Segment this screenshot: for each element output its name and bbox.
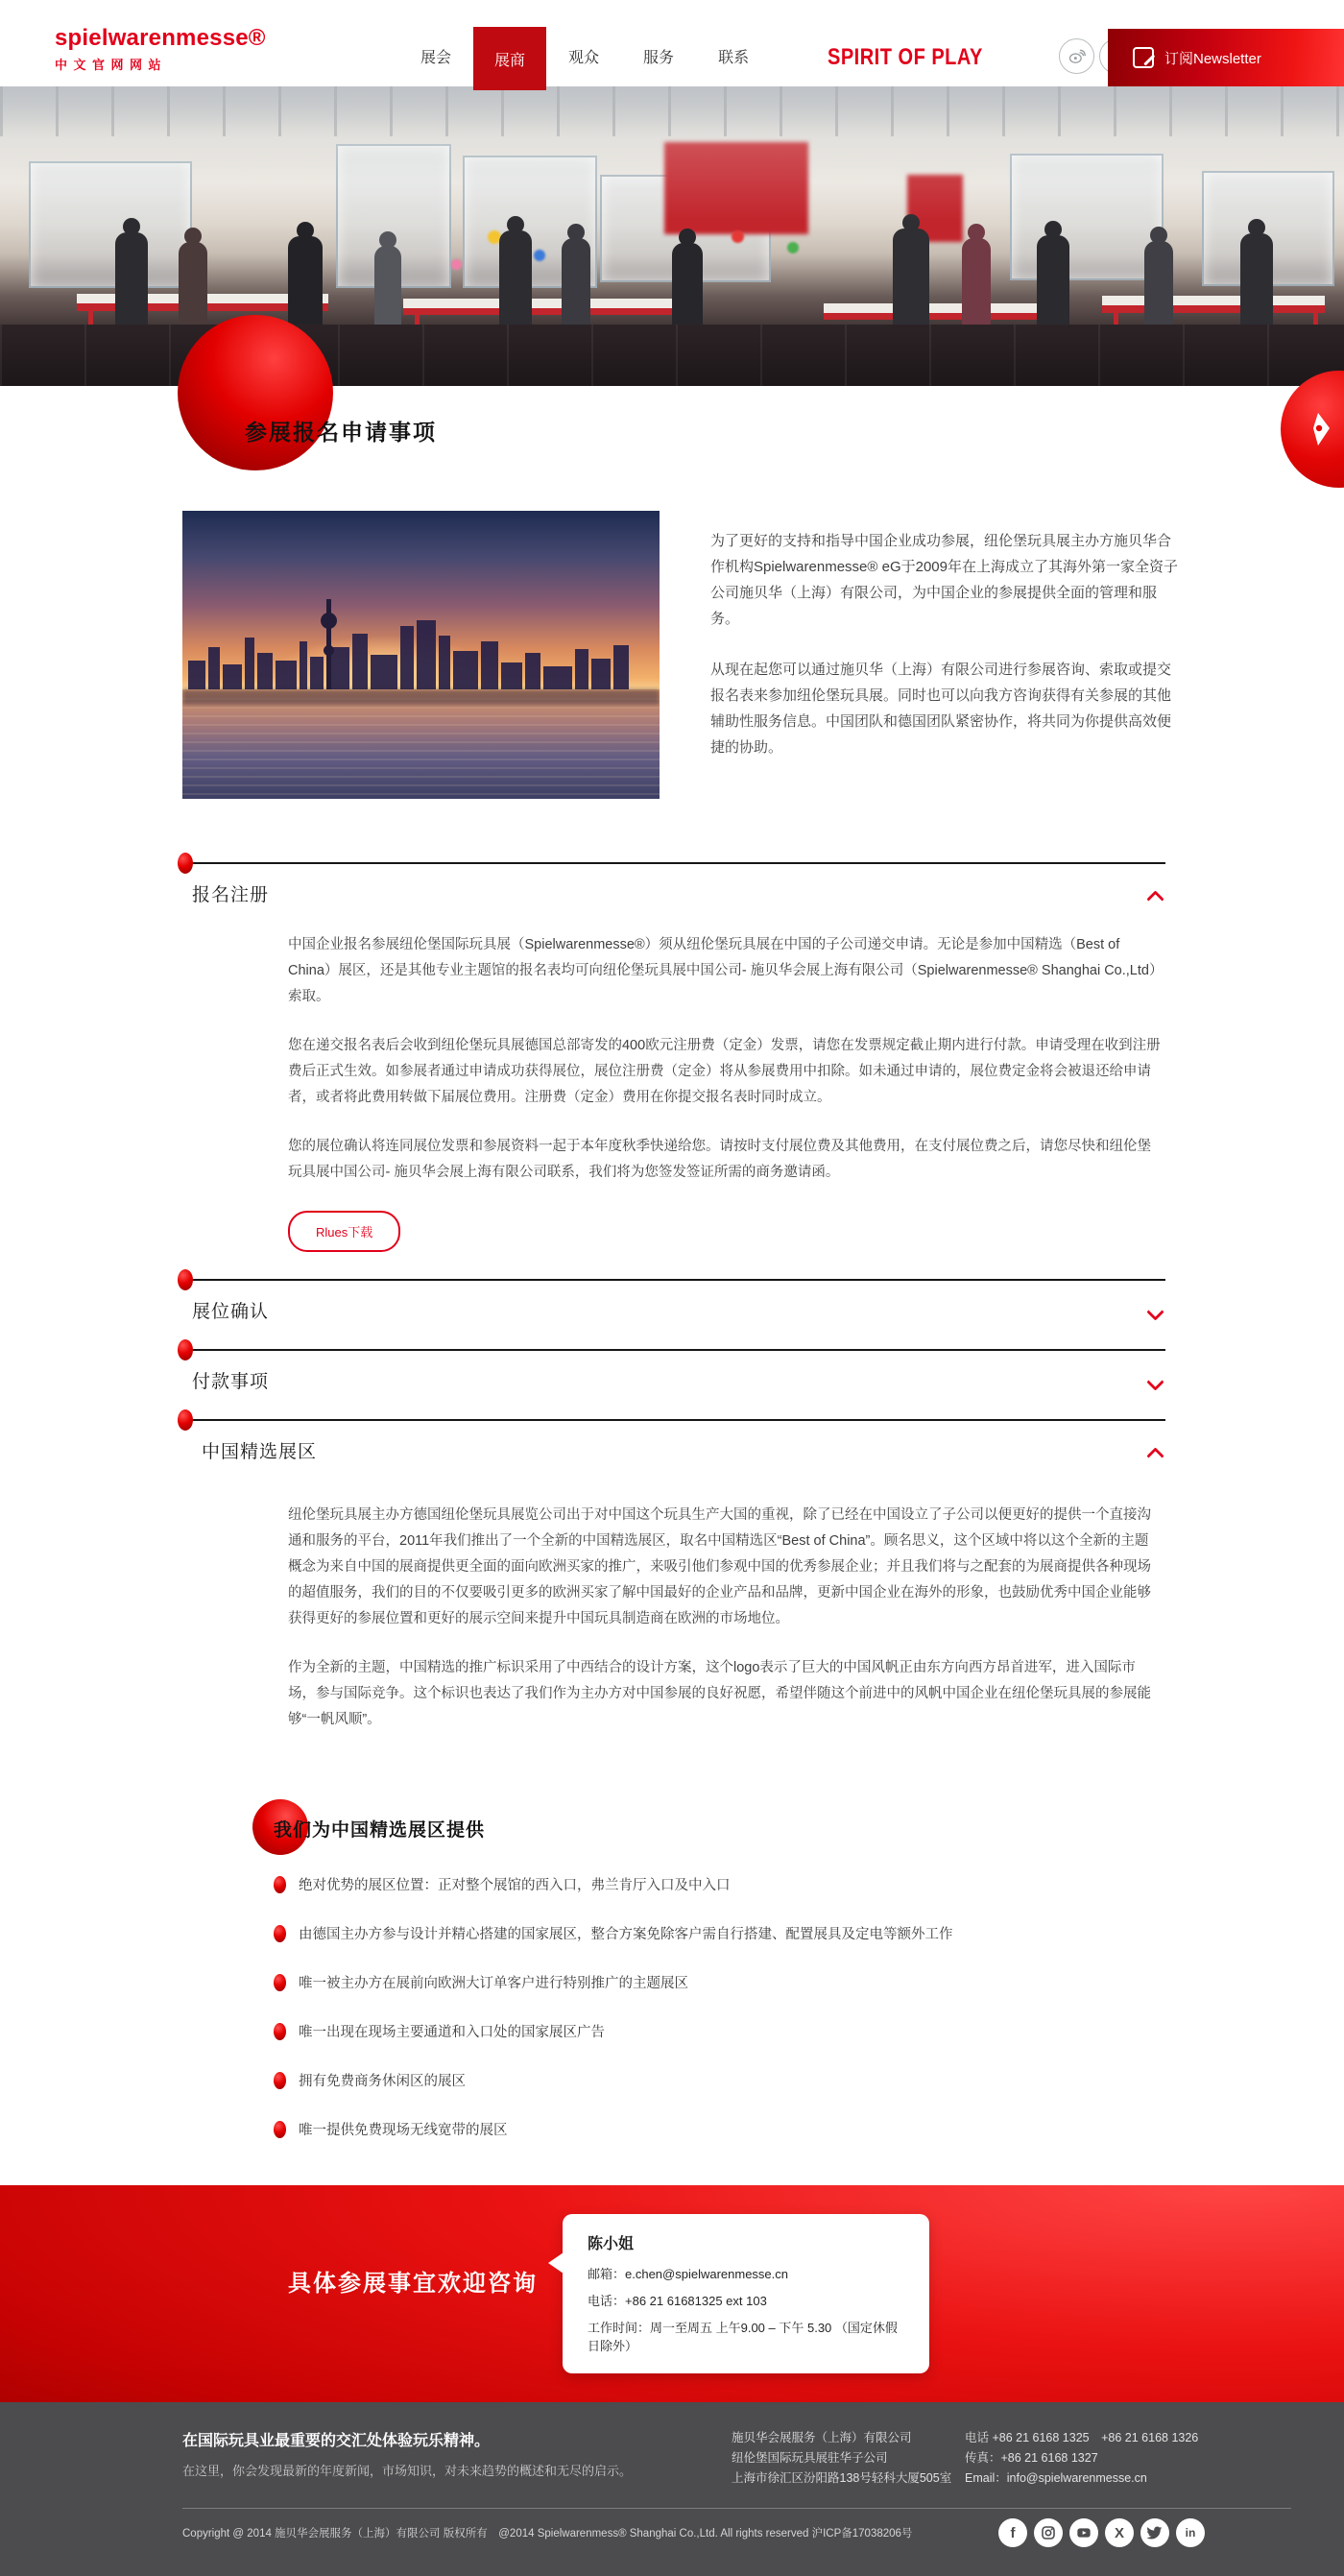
newsletter-label: 订阅Newsletter — [1164, 50, 1261, 67]
red-bullet-icon — [274, 2072, 286, 2089]
accordion-registration — [182, 862, 1165, 1277]
contact-hours: 工作时间：周一至周五 上午9.00 – 下午 5.30 （国定休假日除外） — [588, 2321, 898, 2353]
accordion-body-registration — [182, 919, 1165, 1277]
red-dot-icon — [178, 1409, 193, 1431]
accordion-body-best-of-china — [182, 1476, 1165, 1781]
rules-download-button[interactable]: Rlues下载 — [288, 1211, 400, 1252]
contact-phone: 电话：+86 21 61681325 ext 103 — [588, 2294, 767, 2308]
page-title-band — [0, 386, 1344, 511]
footer-contact-line[interactable]: Email：info@spielwarenmesse.cn — [965, 2471, 1147, 2485]
red-bullet-icon — [274, 2023, 286, 2040]
logo-subtitle: 中文官网网站 — [55, 58, 168, 72]
intro-paragraph-2: 从现在起您可以通过施贝华（上海）有限公司进行参展咨询、索取或提交报名表来参加纽伦堡玩具展。同时也可以向我方咨询获得有关参展的其他辅助性服务信息。中国团队和德国团队紧密协作，将共同为你提供高效便捷的协助。 — [710, 662, 1172, 756]
nav-item-visitors[interactable]: 观众 — [568, 50, 600, 66]
red-bullet-icon — [274, 1925, 286, 1942]
benefits-list — [274, 1874, 1162, 2139]
newsletter-button[interactable] — [1108, 29, 1344, 86]
accordion-payment — [182, 1349, 1165, 1406]
contact-name: 陈小姐 — [588, 2236, 635, 2252]
accordion-header-payment[interactable] — [182, 1349, 1165, 1406]
footer-contact-line: 传真：+86 21 6168 1327 — [965, 2451, 1098, 2465]
contact-band — [0, 2185, 1344, 2402]
edge-badge-button[interactable] — [1281, 371, 1344, 488]
red-bullet-icon — [274, 1974, 286, 1991]
benefits-title: 我们为中国精选展区提供 — [274, 1820, 486, 1841]
list-item: 由德国主办方参与设计并精心搭建的国家展区，整合方案免除客户需自行搭建、配置展具及定电等额外工作 — [274, 1923, 1162, 1943]
accordion-title: 展位确认 — [192, 1302, 270, 1322]
intro-paragraph-1: 为了更好的支持和指导中国企业成功参展，纽伦堡玩具展主办方施贝华合作机构Spielwarenmesse® eG于2009年在上海成立了其海外第一家全资子公司施贝华（上海）有限公司，为中国企业的参展提供全面的管理和服务。 — [710, 533, 1178, 627]
twitter-icon[interactable] — [1140, 2518, 1169, 2547]
boc-paragraph-1: 纽伦堡玩具展主办方德国纽伦堡玩具展览公司出于对中国这个玩具生产大国的重视，除了已经在中国设立了子公司以便更好的提供一个直接沟通和服务的平台，2011年我们推出了一个全新的中国精选展区，取名中国精选区“Best of China”。顾名思义，这个区域中将以这个全新的主题概念为来自中国的展商提供更全面的面向欧洲买家的推广，来吸引他们参观中国的优秀参展企业；并且我们将与之配套的为展商提供各种现场的超值服务，我们的目的不仅要吸引更多的欧洲买家了解中国最好的企业产品和品牌，更新中国企业在海外的形象，也鼓励优秀中国企业能够获得更好的参展位置和更好的展示空间来提升中国玩具制造商在欧洲的市场地位。 — [288, 1507, 1151, 1626]
copyright-text: Copyright @ 2014 施贝华会展服务（上海）有限公司 版权所有 @2014 Spielwarenmess® Shanghai Co.,Ltd. All rights reserved 沪ICP备17038206号 — [182, 2528, 913, 2540]
logo-wordmark: spielwarenmesse® — [55, 25, 266, 51]
red-circle-decoration — [178, 315, 333, 470]
chevron-up-icon — [1146, 1447, 1164, 1464]
accordion-header-best-of-china[interactable] — [182, 1419, 1165, 1476]
footer-social-row — [998, 2518, 1205, 2547]
footer-tagline-sub: 在这里，你会发现最新的年度新闻，市场知识，对未来趋势的概述和无尽的启示。 — [182, 2464, 633, 2478]
edit-icon — [1133, 47, 1154, 68]
facebook-icon[interactable]: f — [998, 2518, 1027, 2547]
red-bullet-icon — [274, 1876, 286, 1893]
best-of-china-benefits — [274, 1816, 1162, 2139]
accordion-booth-confirmation — [182, 1279, 1165, 1336]
site-logo[interactable] — [55, 25, 266, 73]
registration-paragraph-3: 您的展位确认将连同展位发票和参展资料一起于本年度秋季快递给您。请按时支付展位费及其他费用，在支付展位费之后，请您尽快和纽伦堡玩具展中国公司- 施贝华会展上海有限公司联系，我们将为您签发签证所需的商务邀请函。 — [288, 1139, 1151, 1180]
oriental-pearl-tower — [326, 599, 331, 689]
chevron-down-icon — [1146, 1373, 1164, 1390]
instagram-icon[interactable] — [1034, 2518, 1063, 2547]
footer-company-line: 施贝华会展服务（上海）有限公司 — [732, 2431, 912, 2444]
nav-item-fair[interactable]: 展会 — [420, 50, 452, 66]
red-bullet-icon — [274, 2121, 286, 2138]
nav-item-exhibitors[interactable]: 展商 — [473, 27, 546, 90]
footer-contact-line: 电话 +86 21 6168 1325 +86 21 6168 1326 — [965, 2431, 1199, 2444]
list-item: 拥有免费商务休闲区的展区 — [274, 2070, 1162, 2090]
registration-paragraph-2: 您在递交报名表后会收到纽伦堡玩具展德国总部寄发的400欧元注册费（定金）发票，请您在发票规定截止期内进行付款。申请受理在收到注册费后正式生效。如参展者通过申请成功获得展位，展位注册费（定金）将从参展费用中扣除。如未通过申请的，展位费定金将会被退还给申请者，或者将此费用转做下届展位费用。注册费（定金）费用在你提交报名表时同时成立。 — [288, 1038, 1161, 1105]
accordion-header-booth[interactable] — [182, 1279, 1165, 1336]
list-item: 唯一被主办方在展前向欧洲大订单客户进行特别推广的主题展区 — [274, 1972, 1162, 1992]
site-header — [0, 0, 1344, 86]
list-item: 唯一提供免费现场无线宽带的展区 — [274, 2119, 1162, 2139]
footer-tagline: 在国际玩具业最重要的交汇处体验玩乐精神。 — [182, 2433, 491, 2449]
chevron-up-icon — [1146, 890, 1164, 907]
site-footer — [0, 2402, 1344, 2576]
accordion-best-of-china — [182, 1419, 1165, 2139]
nav-item-services[interactable]: 服务 — [643, 50, 675, 66]
footer-company-block — [732, 2428, 965, 2489]
boc-paragraph-2: 作为全新的主题，中国精选的推广标识采用了中西结合的设计方案，这个logo表示了巨大的中国风帆正由东方向西方昂首进军，进入国际市场，参与国际竞争。这个标识也表达了我们作为主办方对中国参展的良好祝愿，希望伴随这个前进中的风帆中国企业在纽伦堡玩具展的参展能够“一帆风顺”。 — [288, 1660, 1151, 1727]
red-dot-icon — [178, 1339, 193, 1360]
shanghai-skyline-image — [182, 511, 660, 799]
weibo-icon[interactable] — [1059, 38, 1094, 74]
chevron-down-icon — [1146, 1303, 1164, 1320]
accordion-title: 付款事项 — [192, 1372, 270, 1392]
intro-section — [182, 511, 1344, 799]
linkedin-icon[interactable]: in — [1176, 2518, 1205, 2547]
red-dot-icon — [178, 1269, 193, 1290]
contact-email[interactable]: 邮箱：e.chen@spielwarenmesse.cn — [588, 2267, 789, 2281]
footer-company-line: 纽伦堡国际玩具展驻华子公司 — [732, 2451, 888, 2465]
nav-item-contact[interactable]: 联系 — [718, 50, 750, 66]
xing-icon[interactable]: X — [1105, 2518, 1134, 2547]
main-nav — [398, 0, 771, 86]
registration-paragraph-1: 中国企业报名参展纽伦堡国际玩具展（Spielwarenmesse®）须从纽伦堡玩具展在中国的子公司递交申请。无论是参加中国精选（Best of China）展区，还是其他专业主题馆的报名表均可向纽伦堡玩具展中国公司- 施贝华会展上海有限公司（Spielwarenmesse® Shanghai Co.,Ltd）索取。 — [288, 937, 1157, 1004]
accordion-header-registration[interactable] — [182, 862, 1165, 919]
list-item: 唯一出现在现场主要通道和入口处的国家展区广告 — [274, 2021, 1162, 2041]
contact-band-title: 具体参展事宜欢迎咨询 — [288, 2271, 538, 2297]
footer-company-line: 上海市徐汇区汾阳路138号轻科大厦505室 — [732, 2471, 952, 2485]
main-content-column — [182, 862, 1165, 2139]
red-dot-icon — [178, 853, 193, 874]
list-item: 绝对优势的展区位置：正对整个展馆的西入口，弗兰肯厅入口及中入口 — [274, 1874, 1162, 1894]
footer-tagline-block — [182, 2428, 732, 2489]
accordion-title: 中国精选展区 — [202, 1442, 318, 1462]
intro-text — [710, 511, 1183, 799]
youtube-icon[interactable] — [1069, 2518, 1098, 2547]
spirit-of-play-logo: SPIRIT OF PLAY — [828, 45, 983, 70]
contact-card — [563, 2214, 929, 2373]
page-title: 参展报名申请事项 — [245, 420, 437, 445]
logo-kite-icon — [1306, 412, 1331, 446]
accordion-title: 报名注册 — [192, 885, 270, 905]
footer-contact-block — [965, 2428, 1198, 2489]
